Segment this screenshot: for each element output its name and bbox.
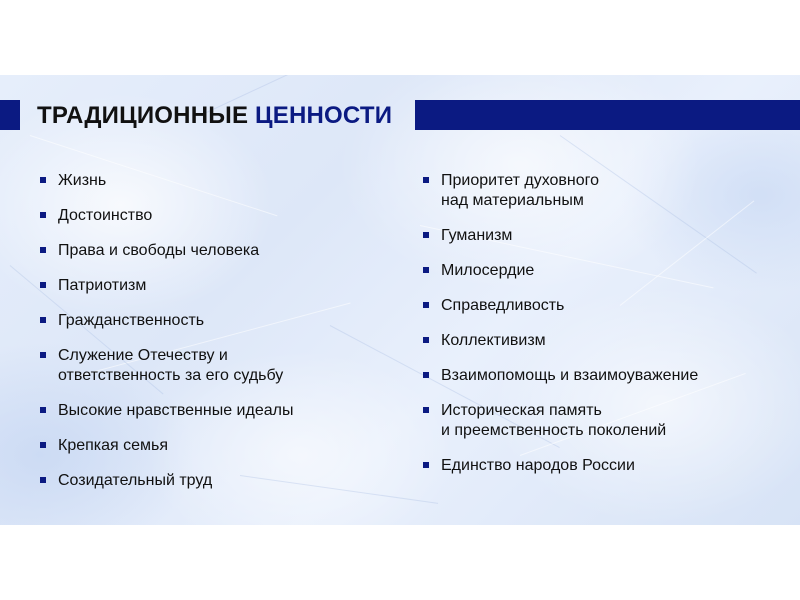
value-list-item [423,401,783,441]
value-label-line: Историческая память [441,402,602,419]
value-label-line: Единство народов России [441,457,635,474]
value-list-item [423,296,783,316]
square-bullet-icon [40,352,46,358]
value-label [58,436,380,456]
value-label [441,331,783,351]
value-label-line: Приоритет духовного [441,172,600,189]
value-list-item [40,276,380,296]
value-list-item [40,436,380,456]
square-bullet-icon [423,302,429,308]
value-label-line: Патриотизм [58,277,147,294]
square-bullet-icon [423,232,429,238]
value-list-item [40,401,380,421]
value-label [441,296,783,316]
value-label [441,366,783,386]
square-bullet-icon [40,407,46,413]
title-word-traditional: ТРАДИЦИОННЫЕ [37,102,249,129]
value-label-line: над материальным [441,192,584,209]
value-label-line: Крепкая семья [58,437,169,454]
values-list-left [40,171,380,506]
square-bullet-icon [423,372,429,378]
slide [0,75,800,525]
value-label [441,171,783,211]
value-label [58,401,380,421]
slide-title [37,101,392,131]
value-label [58,471,380,491]
value-label-line: ответственность за его судьбу [58,367,284,384]
square-bullet-icon [40,317,46,323]
square-bullet-icon [40,477,46,483]
square-bullet-icon [40,282,46,288]
value-list-item [423,456,783,476]
title-accent-bar-right [415,100,800,130]
square-bullet-icon [40,212,46,218]
value-label [58,276,380,296]
value-label [58,346,380,386]
value-label-line: Достоинство [58,207,153,224]
value-label [441,401,783,441]
value-label-line: Гуманизм [441,227,513,244]
square-bullet-icon [423,337,429,343]
value-label-line: Служение Отечеству и [58,347,228,364]
value-list-item [423,226,783,246]
title-word-values: ЦЕННОСТИ [255,102,393,129]
square-bullet-icon [40,177,46,183]
value-label [441,261,783,281]
square-bullet-icon [423,177,429,183]
square-bullet-icon [423,407,429,413]
value-list-item [40,206,380,226]
square-bullet-icon [40,442,46,448]
value-list-item [423,366,783,386]
value-label [58,206,380,226]
value-list-item [423,171,783,211]
value-list-item [40,346,380,386]
value-label-line: Гражданственность [58,312,205,329]
square-bullet-icon [423,462,429,468]
value-label-line: Высокие нравственные идеалы [58,402,294,419]
value-list-item [40,311,380,331]
value-label-line: и преемственность поколений [441,422,667,439]
value-list-item [423,261,783,281]
value-list-item [40,241,380,261]
value-label [441,456,783,476]
value-label [58,171,380,191]
value-label-line: Коллективизм [441,332,546,349]
value-label-line: Справедливость [441,297,565,314]
value-label-line: Права и свободы человека [58,242,260,259]
value-list-item [40,171,380,191]
value-label [58,311,380,331]
square-bullet-icon [40,247,46,253]
value-label-line: Взаимопомощь и взаимоуважение [441,367,699,384]
value-list-item [423,331,783,351]
value-list-item [40,471,380,491]
value-label [441,226,783,246]
value-label-line: Созидательный труд [58,472,213,489]
value-label-line: Милосердие [441,262,535,279]
value-label-line: Жизнь [58,172,107,189]
square-bullet-icon [423,267,429,273]
title-accent-bar-left [0,100,20,130]
values-list-right [423,171,783,491]
value-label [58,241,380,261]
